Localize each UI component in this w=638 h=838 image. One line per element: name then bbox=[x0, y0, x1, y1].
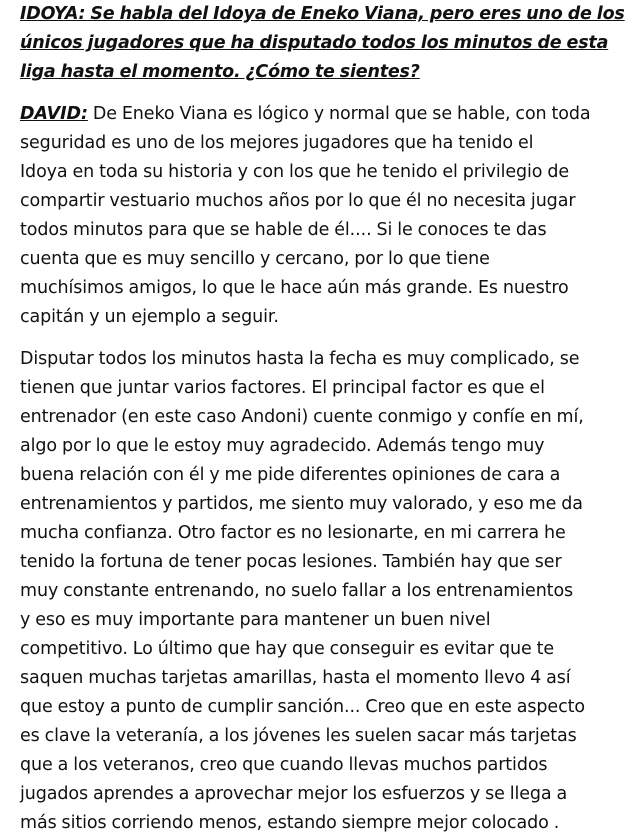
paragraph-line: buena relación con él y me pide diferentes opiniones de cara a bbox=[20, 465, 561, 485]
paragraph-line: saquen muchas tarjetas amarillas, hasta el momento llevo 4 así bbox=[20, 668, 571, 688]
paragraph-line: que a los veteranos, creo que cuando llevas muchos partidos bbox=[20, 755, 548, 775]
document-page bbox=[20, 0, 625, 838]
paragraph-line: entrenamientos y partidos, me siento muy valorado, y eso me da bbox=[20, 494, 583, 514]
answer-line: Idoya en toda su historia y con los que he tenido el privilegio de bbox=[20, 162, 570, 182]
paragraph-line: tienen que juntar varios factores. El principal factor es que el bbox=[20, 378, 545, 398]
paragraph-line: más sitios corriendo menos, estando siempre mejor colocado . bbox=[20, 813, 560, 833]
answer-line: muchísimos amigos, lo que le hace aún más grande. Es nuestro bbox=[20, 278, 569, 298]
answer-line: cuenta que es muy sencillo y cercano, por lo que tiene bbox=[20, 249, 490, 269]
answer-first-line bbox=[20, 100, 620, 129]
answer-first-line-text: De Eneko Viana es lógico y normal que se hable, con toda bbox=[87, 104, 591, 124]
paragraph-line: muy constante entrenando, no suelo fallar a los entrenamientos bbox=[20, 581, 574, 601]
paragraph-line: competitivo. Lo último que hay que conseguir es evitar que te bbox=[20, 639, 555, 659]
answer-paragraph-2 bbox=[20, 345, 620, 838]
question-line: liga hasta el momento. ¿Cómo te sientes? bbox=[20, 62, 420, 82]
paragraph-line: Disputar todos los minutos hasta la fecha es muy complicado, se bbox=[20, 349, 580, 369]
interview-question bbox=[20, 0, 625, 87]
answer-line: seguridad es uno de los mejores jugadores que ha tenido el bbox=[20, 133, 534, 153]
paragraph-line: algo por lo que le estoy muy agradecido. Además tengo muy bbox=[20, 436, 545, 456]
paragraph-line: entrenador (en este caso Andoni) cuente conmigo y confíe en mí, bbox=[20, 407, 584, 427]
paragraph-line: mucha confianza. Otro factor es no lesionarte, en mi carrera he bbox=[20, 523, 566, 543]
paragraph-line: que estoy a punto de cumplir sanción... Creo que en este aspecto bbox=[20, 697, 585, 717]
answer-line: todos minutos para que se hable de él.... Si le conoces te das bbox=[20, 220, 547, 240]
answer-line: capitán y un ejemplo a seguir. bbox=[20, 307, 279, 327]
paragraph-line: tenido la fortuna de tener pocas lesiones. También hay que ser bbox=[20, 552, 562, 572]
paragraph-line: jugados aprendes a aprovechar mejor los esfuerzos y se llega a bbox=[20, 784, 568, 804]
speaker-label: DAVID: bbox=[20, 104, 88, 124]
question-line: únicos jugadores que ha disputado todos los minutos de esta bbox=[20, 33, 609, 53]
interview-answer bbox=[20, 100, 620, 332]
answer-line: compartir vestuario muchos años por lo que él no necesita jugar bbox=[20, 191, 576, 211]
paragraph-line: y eso es muy importante para mantener un buen nivel bbox=[20, 610, 491, 630]
paragraph-line: es clave la veteranía, a los jóvenes les suelen sacar más tarjetas bbox=[20, 726, 577, 746]
question-line: IDOYA: Se habla del Idoya de Eneko Viana, pero eres uno de los bbox=[20, 4, 625, 24]
